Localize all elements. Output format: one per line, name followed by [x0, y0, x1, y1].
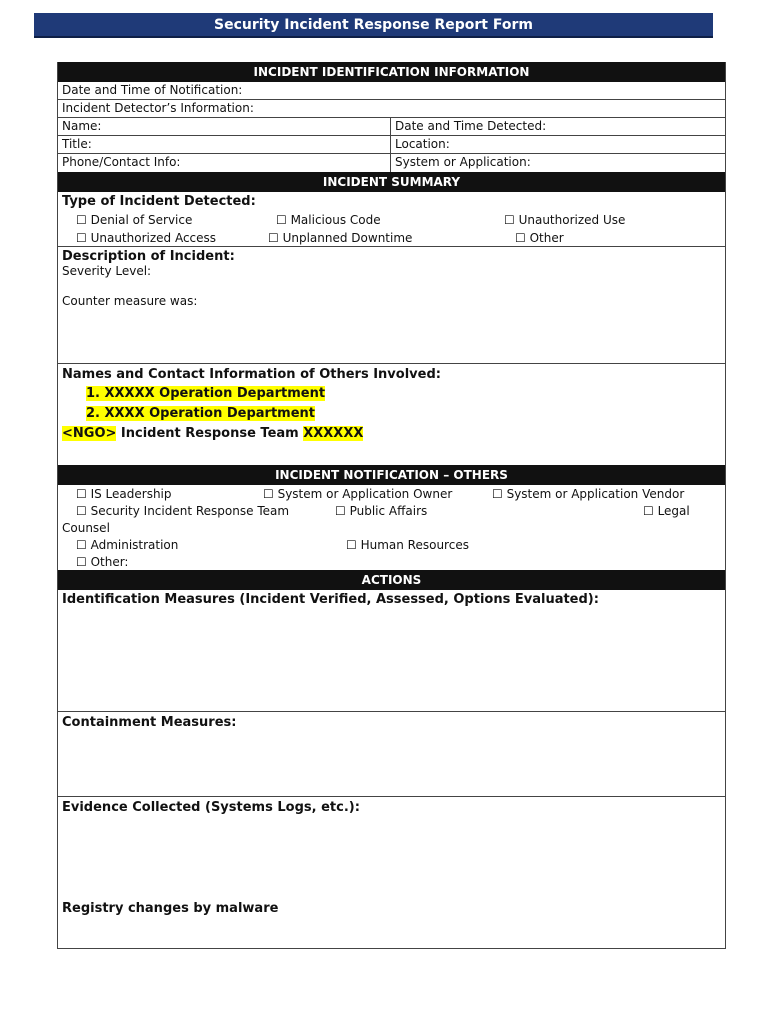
legal-counsel-text: Counsel: [62, 521, 110, 535]
checkbox-unauthorized-use[interactable]: ☐ Unauthorized Use: [504, 213, 626, 227]
incident-type-block: [58, 192, 725, 247]
checkbox-administration[interactable]: ☐ Administration: [76, 538, 179, 552]
team-placeholder: XXXXXX: [303, 426, 364, 441]
section-header-identification: INCIDENT IDENTIFICATION INFORMATION: [58, 62, 725, 82]
identification-measures-block[interactable]: [58, 590, 725, 712]
row-phone-system: [58, 154, 725, 172]
response-team-line: [62, 426, 363, 441]
identification-measures-label: Identification Measures (Incident Verified, Assessed, Options Evaluated):: [62, 592, 599, 607]
checkbox-legal[interactable]: ☐ Legal: [643, 504, 690, 518]
description-block[interactable]: [58, 247, 725, 364]
containment-measures-label: Containment Measures:: [62, 715, 237, 730]
section-header-notification: INCIDENT NOTIFICATION – OTHERS: [58, 465, 725, 485]
severity-label: Severity Level:: [62, 264, 152, 278]
list-item-text: 2. XXXX Operation Department: [86, 406, 316, 421]
checkbox-unauthorized-access[interactable]: ☐ Unauthorized Access: [76, 231, 217, 245]
checkbox-is-leadership[interactable]: ☐ IS Leadership: [76, 487, 172, 501]
field-title[interactable]: Title:: [58, 136, 391, 153]
section-header-summary: INCIDENT SUMMARY: [58, 172, 725, 192]
others-involved-label: Names and Contact Information of Others Involved:: [62, 367, 441, 382]
report-form: [57, 62, 726, 949]
checkbox-security-team[interactable]: ☐ Security Incident Response Team: [76, 504, 290, 518]
section-header-actions: ACTIONS: [58, 570, 725, 590]
checkbox-public-affairs[interactable]: ☐ Public Affairs: [335, 504, 428, 518]
list-item-text: 1. XXXXX Operation Department: [86, 386, 326, 401]
list-item: [86, 406, 315, 421]
notification-block: [58, 485, 725, 570]
row-name-date: [58, 118, 725, 136]
counter-measure-label: Counter measure was:: [62, 294, 198, 308]
response-team-text: Incident Response Team: [116, 426, 304, 441]
evidence-block[interactable]: [58, 797, 725, 949]
others-involved-block[interactable]: [58, 364, 725, 465]
evidence-label: Evidence Collected (Systems Logs, etc.):: [62, 800, 360, 815]
checkbox-denial-of-service[interactable]: ☐ Denial of Service: [76, 213, 193, 227]
form-title: Security Incident Response Report Form: [34, 13, 713, 38]
list-item: [86, 386, 325, 401]
checkbox-system-owner[interactable]: ☐ System or Application Owner: [263, 487, 453, 501]
field-system[interactable]: System or Application:: [395, 155, 531, 169]
row-title-location: [58, 136, 725, 154]
incident-type-label: Type of Incident Detected:: [62, 194, 256, 209]
checkbox-other[interactable]: ☐ Other: [515, 231, 564, 245]
checkbox-system-vendor[interactable]: ☐ System or Application Vendor: [492, 487, 685, 501]
containment-measures-block[interactable]: [58, 712, 725, 797]
checkbox-human-resources[interactable]: ☐ Human Resources: [346, 538, 469, 552]
field-phone[interactable]: Phone/Contact Info:: [58, 154, 391, 172]
checkbox-other-notification[interactable]: ☐ Other:: [76, 555, 129, 569]
field-date-notification[interactable]: Date and Time of Notification:: [58, 82, 725, 100]
field-name[interactable]: Name:: [58, 118, 391, 135]
ngo-placeholder: <NGO>: [62, 426, 117, 441]
field-detector-info[interactable]: Incident Detector’s Information:: [58, 100, 725, 118]
field-location[interactable]: Location:: [395, 137, 450, 151]
checkbox-malicious-code[interactable]: ☐ Malicious Code: [276, 213, 381, 227]
description-label: Description of Incident:: [62, 249, 235, 264]
checkbox-unplanned-downtime[interactable]: ☐ Unplanned Downtime: [268, 231, 413, 245]
field-date-detected[interactable]: Date and Time Detected:: [395, 119, 547, 133]
registry-changes-label: Registry changes by malware: [62, 901, 279, 916]
